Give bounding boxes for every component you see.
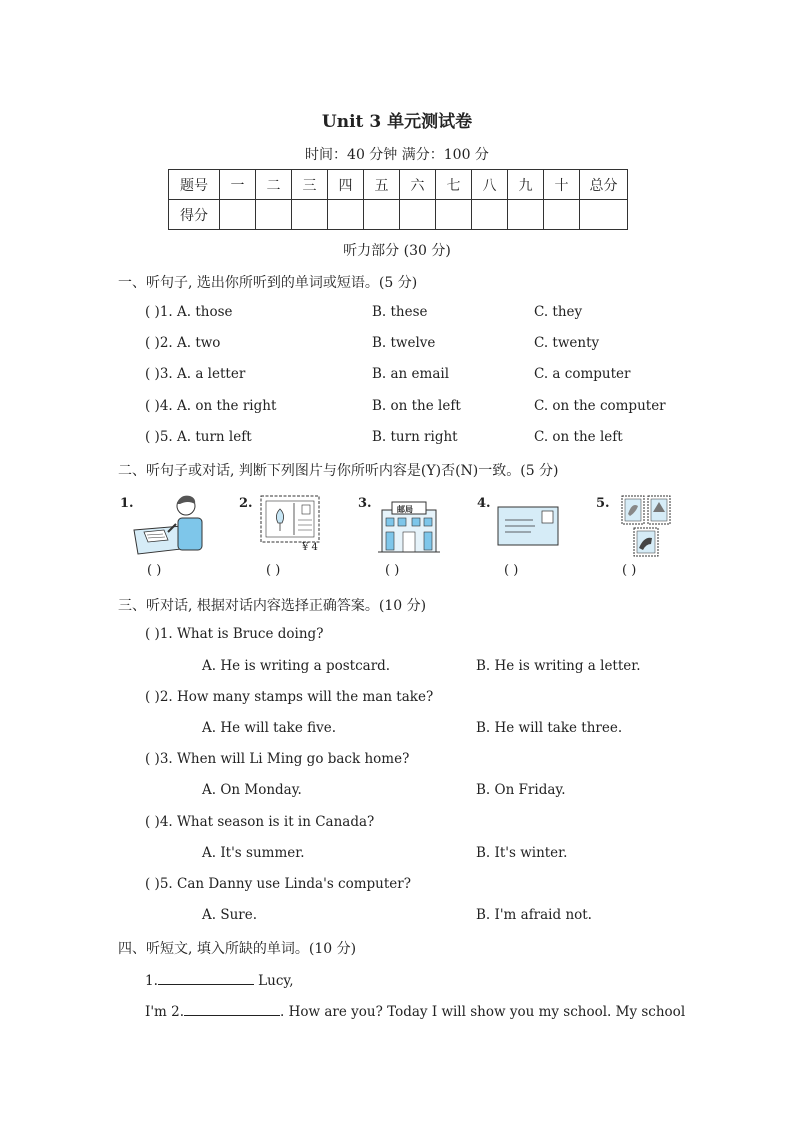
score-header-cell: 九 [508,170,544,200]
s1-q4-option-a[interactable]: ( )4. A. on the right [145,398,277,414]
score-header-cell: 八 [472,170,508,200]
s3-q4-option-a[interactable]: A. It's summer. [202,845,305,861]
picture-5-answer-paren[interactable]: ( ) [622,563,637,578]
score-cell[interactable] [472,200,508,230]
listening-heading: 听力部分 (30 分) [343,243,451,259]
score-cell[interactable] [436,200,472,230]
score-table-score-row [169,200,628,230]
s4-blank-1[interactable] [158,970,254,985]
time-score-info: 时间：40 分钟 满分：100 分 [305,147,489,163]
score-header-cell: 一 [220,170,256,200]
score-cell[interactable] [328,200,364,230]
s1-q5-option-a[interactable]: ( )5. A. turn left [145,429,252,445]
s4-line-2-text: . How are you? Today I will show you my school. My school [280,1004,686,1020]
s3-q5-question: ( )5. Can Danny use Linda's computer? [145,876,411,892]
s3-q4-question: ( )4. What season is it in Canada? [145,814,375,830]
s3-q5-option-a[interactable]: A. Sure. [202,907,258,923]
s3-q5-option-b[interactable]: B. I'm afraid not. [476,907,592,923]
boy-writing-icon [130,492,208,558]
picture-5-number: 5. [596,496,610,511]
score-cell[interactable] [400,200,436,230]
s1-q4-option-c[interactable]: C. on the computer [534,398,666,414]
s4-line-2 [145,1001,685,1020]
score-header-cell: 六 [400,170,436,200]
envelope-icon [495,504,561,548]
picture-2-answer-paren[interactable]: ( ) [266,563,281,578]
s3-q2-question: ( )2. How many stamps will the man take? [145,689,434,705]
s1-q3-option-b[interactable]: B. an email [372,366,450,382]
s3-q2-option-a[interactable]: A. He will take five. [202,720,337,736]
s3-q3-option-a[interactable]: A. On Monday. [202,782,302,798]
s3-q2-option-b[interactable]: B. He will take three. [476,720,623,736]
s3-q1-option-a[interactable]: A. He is writing a postcard. [202,658,391,674]
score-header-cell: 题号 [169,170,220,200]
s4-blank-1-number: 1. [145,973,158,989]
picture-3-answer-paren[interactable]: ( ) [385,563,400,578]
s1-q5-option-c[interactable]: C. on the left [534,429,623,445]
section4-heading: 四、听短文, 填入所缺的单词。(10 分) [118,941,357,957]
score-table-header-row [169,170,628,200]
score-header-cell: 二 [256,170,292,200]
score-header-cell: 七 [436,170,472,200]
page-title: Unit 3 单元测试卷 [321,112,473,132]
s1-q3-option-c[interactable]: C. a computer [534,366,631,382]
s3-q4-option-b[interactable]: B. It's winter. [476,845,568,861]
s1-q5-option-b[interactable]: B. turn right [372,429,458,445]
score-header-cell: 十 [544,170,580,200]
score-cell[interactable] [292,200,328,230]
section2-heading: 二、听句子或对话, 判断下列图片与你所听内容是(Y)否(N)一致。(5 分) [118,463,559,479]
s4-blank-2-number: I'm 2. [145,1004,185,1020]
s1-q4-option-b[interactable]: B. on the left [372,398,461,414]
section1-heading: 一、听句子, 选出你所听到的单词或短语。(5 分) [118,275,418,291]
score-cell[interactable] [508,200,544,230]
section3-heading: 三、听对话, 根据对话内容选择正确答案。(10 分) [118,598,427,614]
picture-1-answer-paren[interactable]: ( ) [147,563,162,578]
s4-line-1-text: Lucy, [253,973,294,989]
score-header-cell: 五 [364,170,400,200]
score-header-cell: 三 [292,170,328,200]
post-office-sign: 邮局 [397,504,413,514]
score-header-cell: 总分 [580,170,628,200]
s3-q3-option-b[interactable]: B. On Friday. [476,782,566,798]
score-table [168,169,628,230]
score-cell[interactable] [256,200,292,230]
s1-q3-option-a[interactable]: ( )3. A. a letter [145,366,246,382]
stamps-icon [618,492,676,558]
postcard-price: ¥ 4 [302,542,318,553]
s1-q2-option-b[interactable]: B. twelve [372,335,436,351]
s3-q3-question: ( )3. When will Li Ming go back home? [145,751,410,767]
picture-3-number: 3. [358,496,372,511]
score-cell[interactable] [220,200,256,230]
score-row-label: 得分 [169,200,220,230]
picture-1-number: 1. [120,496,134,511]
s3-q1-option-b[interactable]: B. He is writing a letter. [476,658,641,674]
s4-line-1 [145,970,294,989]
picture-4-answer-paren[interactable]: ( ) [504,563,519,578]
score-header-cell: 四 [328,170,364,200]
s1-q1-option-c[interactable]: C. they [534,304,583,320]
s1-q1-option-b[interactable]: B. these [372,304,428,320]
picture-2-number: 2. [239,496,253,511]
s3-q1-question: ( )1. What is Bruce doing? [145,626,324,642]
s1-q2-option-a[interactable]: ( )2. A. two [145,335,221,351]
score-cell[interactable] [544,200,580,230]
score-cell[interactable] [364,200,400,230]
picture-4-number: 4. [477,496,491,511]
s4-blank-2[interactable] [184,1001,280,1016]
score-cell[interactable] [580,200,628,230]
s1-q2-option-c[interactable]: C. twenty [534,335,600,351]
s1-q1-option-a[interactable]: ( )1. A. those [145,304,233,320]
